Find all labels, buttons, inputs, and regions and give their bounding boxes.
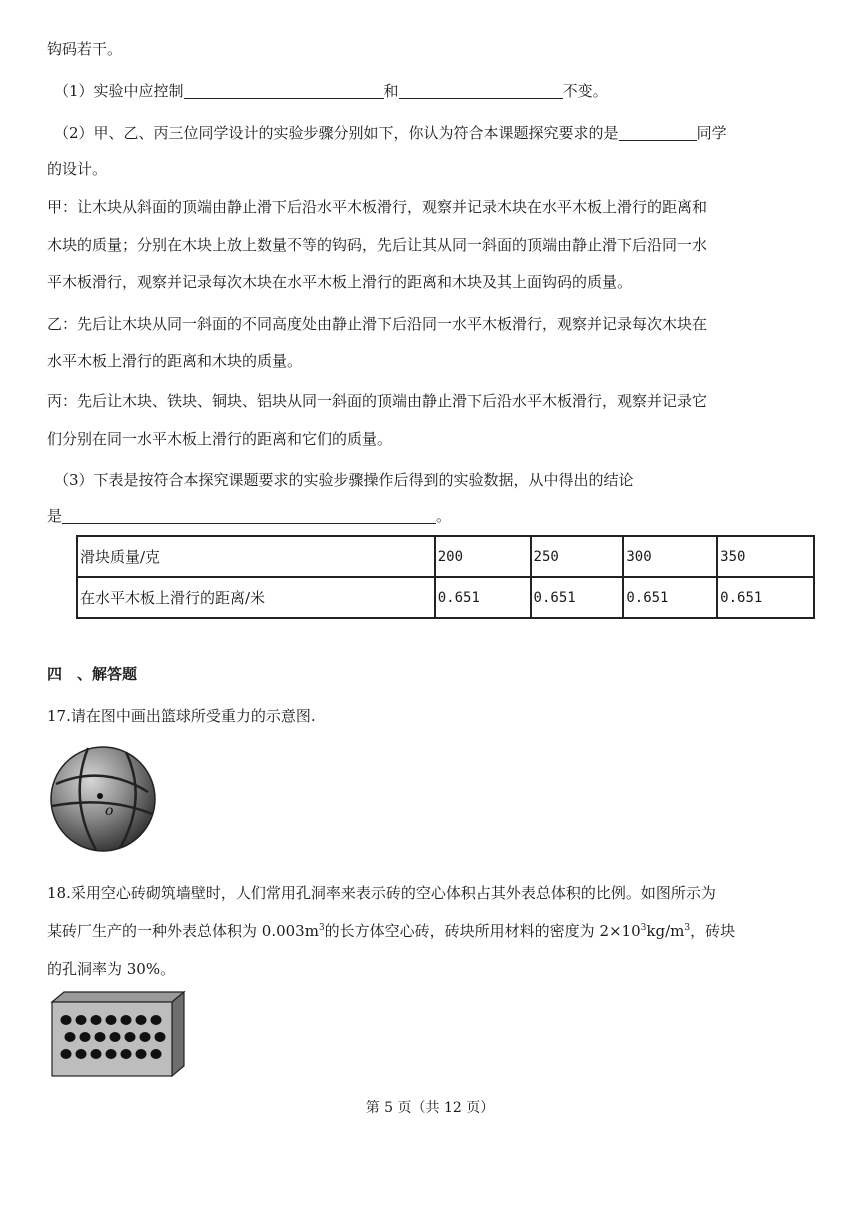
brick-hole [140,1032,151,1042]
brick-hole [121,1015,132,1025]
brick-hole [121,1049,132,1059]
q3-end: 。 [436,507,452,525]
text-line: 甲：让木块从斜面的顶端由静止滑下后沿水平木板滑行，观察并记录木块在水平木板上滑行的距离和 [47,198,708,216]
brick-hole [65,1032,76,1042]
page-footer: 第 5 页（共 12 页） [365,1100,495,1116]
brick-hole [151,1049,162,1059]
superscript: 3 [318,923,325,933]
text-line: 丙：先后让木块、铁块、铜块、铝块从同一斜面的顶端由静止滑下后沿水平木板滑行，观察并记录它 [47,392,708,410]
text-line: 乙：先后让木块从同一斜面的不同高度处由静止滑下后沿同一水平木板滑行，观察并记录每次木块在 [47,315,708,333]
text-line: 木块的质量；分别在木块上放上数量不等的钩码，先后让其从同一斜面的顶端由静止滑下后沿同一水 [47,236,708,254]
brick-hole [155,1032,166,1042]
brick-hole [151,1015,162,1025]
table-cell: 0.651 [435,577,531,618]
text-line: 钩码若干。 [47,40,123,58]
brick-hole [91,1049,102,1059]
basketball-image [48,744,158,854]
q1-and: 和 [383,82,399,100]
table-row [77,536,814,577]
brick-hole [61,1049,72,1059]
brick-hole [125,1032,136,1042]
data-table [76,535,815,619]
section-heading: 四 、解答题 [47,665,138,683]
question-18: 18.采用空心砖砌筑墙壁时，人们常用孔洞率来表示砖的空心体积占其外表总体积的比例。如图所示为 [47,884,716,902]
table-cell: 0.651 [531,577,624,618]
brick-hole [76,1049,87,1059]
question-17: 17.请在图中画出篮球所受重力的示意图. [47,707,316,725]
q18-text: kg/m [646,922,685,940]
table-cell: 350 [717,536,814,577]
question-3-line2 [47,506,451,526]
q18-text: ，砖块 [690,922,736,940]
q2-text: （2）甲、乙、丙三位同学设计的实验步骤分别如下，你认为符合本课题探究要求的是 [54,124,619,142]
table-cell: 0.651 [717,577,814,618]
brick-hole [80,1032,91,1042]
table-cell: 0.651 [623,577,717,618]
brick-hole [61,1015,72,1025]
answer-blank[interactable] [399,82,563,99]
center-mark: o [105,803,114,819]
q1-end: 不变。 [562,82,608,100]
q3-text: 是 [47,507,63,525]
table-row [77,577,814,618]
q18-text: 某砖厂生产的一种外表总体积为 0.003m [47,922,319,940]
q1-text: （1）实验中应控制 [54,82,184,100]
brick-hole [91,1015,102,1025]
text-line: 的设计。 [47,160,108,178]
answer-blank[interactable] [62,507,436,524]
question-18-line2 [47,921,735,941]
question-18-line3: 的孔洞率为 30%。 [47,960,176,978]
brick-hole [136,1015,147,1025]
text-line: 水平木板上滑行的距离和木块的质量。 [47,352,303,370]
brick-hole [110,1032,121,1042]
brick-hole [136,1049,147,1059]
superscript: 3 [640,923,647,933]
hollow-brick-image [50,990,186,1078]
table-cell: 滑块质量/克 [77,536,435,577]
question-2 [54,123,727,143]
brick-hole [106,1049,117,1059]
superscript: 3 [684,923,691,933]
brick-hole [76,1015,87,1025]
brick-hole [95,1032,106,1042]
q2-end: 同学 [696,124,727,142]
text-line: 们分别在同一水平木板上滑行的距离和它们的质量。 [47,430,393,448]
q18-text: 的长方体空心砖，砖块所用材料的密度为 2×10 [324,922,641,940]
brick-hole [106,1015,117,1025]
answer-blank[interactable] [619,124,697,141]
answer-blank[interactable] [184,82,384,99]
question-3: （3）下表是按符合本探究课题要求的实验步骤操作后得到的实验数据，从中得出的结论 [54,471,634,489]
text-line: 平木板滑行，观察并记录每次木块在水平木板上滑行的距离和木块及其上面钩码的质量。 [47,273,633,291]
question-1 [54,81,608,101]
table-cell: 在水平木板上滑行的距离/米 [77,577,435,618]
table-cell: 200 [435,536,531,577]
table-cell: 300 [623,536,717,577]
table-cell: 250 [531,536,624,577]
